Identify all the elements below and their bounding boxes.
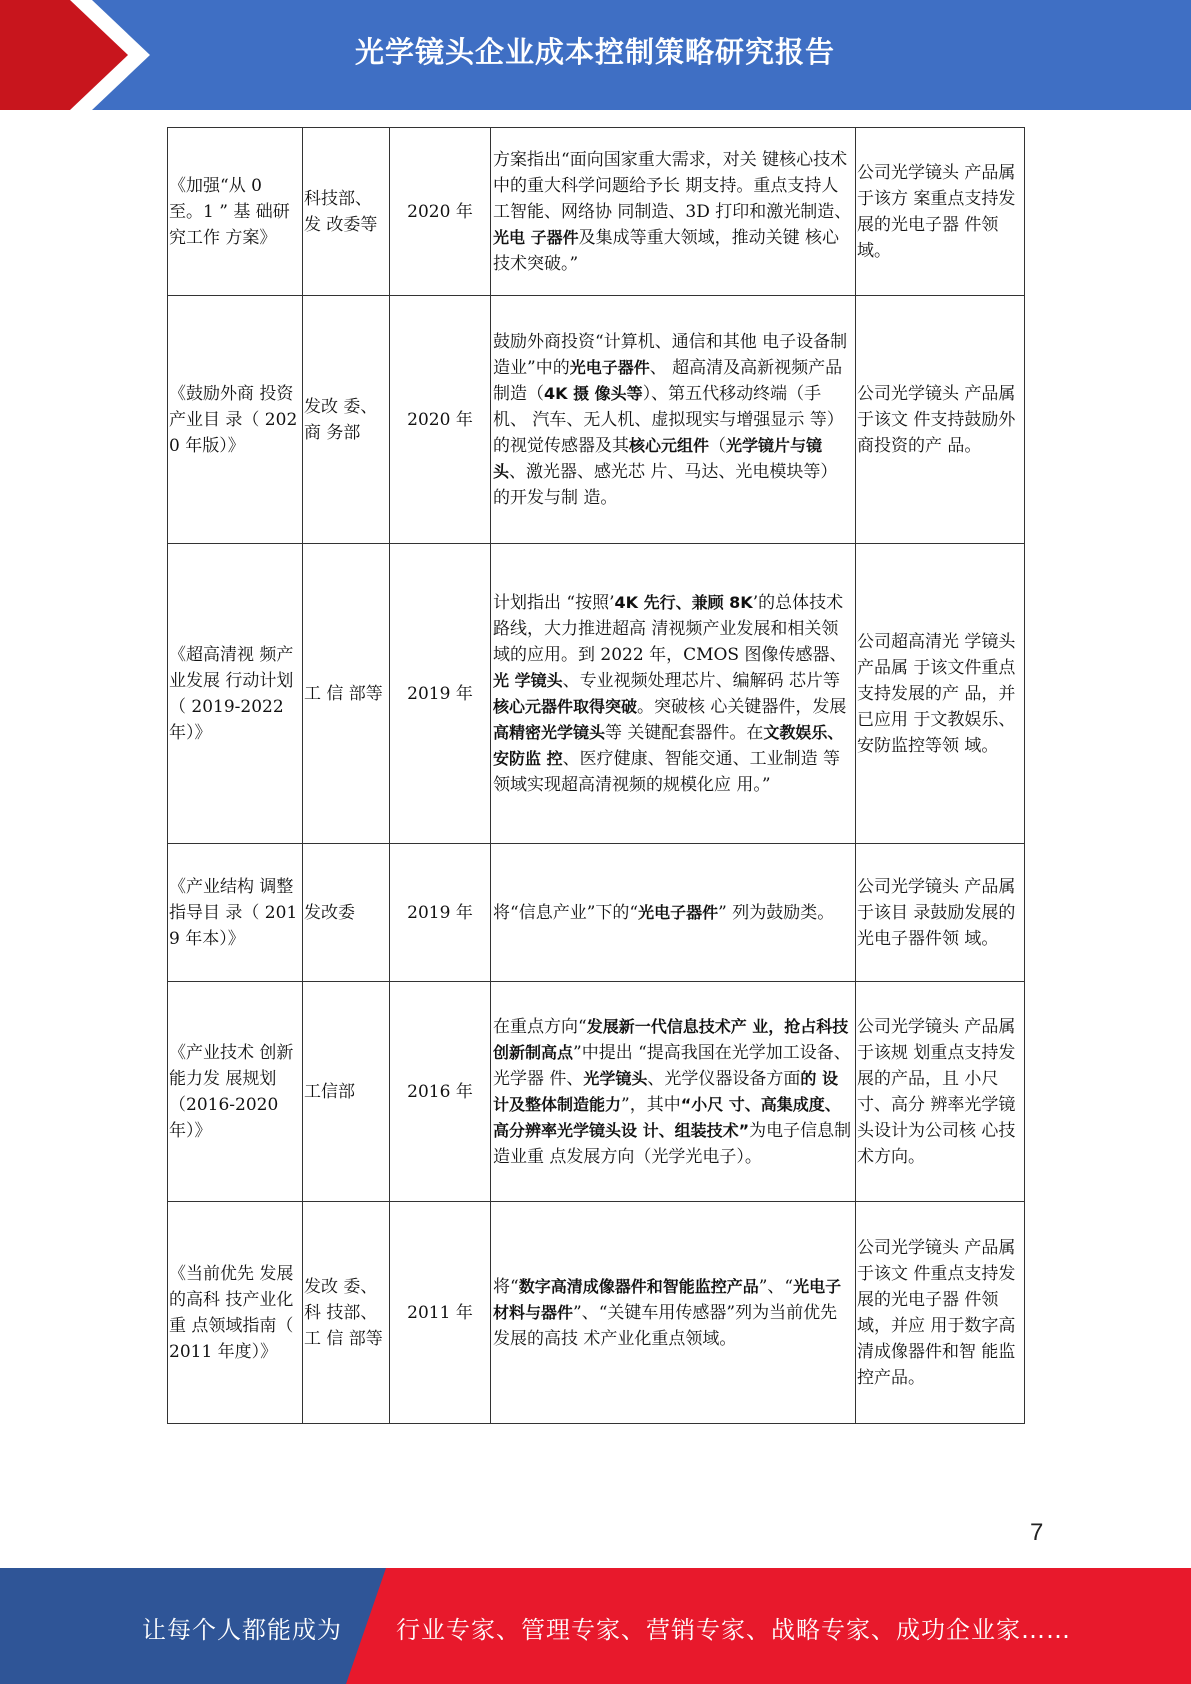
content-text: 鼓励外商投资“计算机、通信和其他 电子设备制造业”中的 xyxy=(493,331,848,378)
issue-year-cell: 2016 年 xyxy=(390,982,491,1202)
relevance-note-cell: 公司光学镜头 产品属于该文 件支持鼓励外 商投资的产 品。 xyxy=(856,296,1025,544)
highlighted-text: 发展新一代信息技术产 业，抢占科技创新制高点 xyxy=(493,1016,849,1062)
highlighted-text: 数字高清成像器件和智能监控产品 xyxy=(518,1276,759,1296)
policy-table xyxy=(167,127,1025,1424)
relevance-note-cell: 公司光学镜头 产品属于该规 划重点支持发 展的产品，且 小尺寸、高分 辨率光学镜头设计为公司核 心技术方向。 xyxy=(856,982,1025,1202)
issuing-dept-cell: 发改委 xyxy=(303,844,390,982)
highlighted-text: 光电子材料与器件 xyxy=(493,1276,842,1322)
page-number: 7 xyxy=(1030,1519,1044,1546)
highlighted-text: 光 学镜头 xyxy=(493,670,563,690)
highlighted-text: 高精密光学镜头 xyxy=(493,722,606,742)
content-text: 、 超高清及高新视频产品制造（ xyxy=(493,357,843,404)
table-row xyxy=(168,296,1025,544)
highlighted-text: 核心元组件 xyxy=(629,435,710,455)
policy-name-cell: 《当前优先 发展的高科 技产业化重 点领域指南（ 2011 年度）》 xyxy=(168,1202,303,1424)
issuing-dept-cell: 工 信 部等 xyxy=(303,544,390,844)
document-title: 光学镜头企业成本控制策略研究报告 xyxy=(354,35,835,69)
content-text: 为电子信息制造业重 点发展方向（光学光电子）。 xyxy=(493,1120,852,1167)
policy-name-cell: 《产业结构 调整指导目 录（ 2019 年本）》 xyxy=(168,844,303,982)
table-row xyxy=(168,128,1025,296)
issue-year-cell: 2011 年 xyxy=(390,1202,491,1424)
issue-year-cell: 2019 年 xyxy=(390,544,491,844)
policy-name-cell: 《加强“从 0 至。1 ” 基 础研究工作 方案》 xyxy=(168,128,303,296)
content-text: 将“信息产业”下的“ xyxy=(493,902,639,923)
footer-banner xyxy=(0,1568,1191,1684)
highlighted-text: 光学镜片与镜头 xyxy=(493,435,823,481)
policy-name-cell: 《鼓励外商 投资产业目 录（ 2020 年版）》 xyxy=(168,296,303,544)
highlighted-text: 4K 先行、兼顾 8K xyxy=(614,592,753,612)
content-text: 、专业视频处理芯片、编解码 芯片等 xyxy=(562,670,840,691)
highlighted-text: 4K 摄 像头等 xyxy=(544,383,643,403)
issuing-dept-cell: 发改 委、科 技部、工 信 部等 xyxy=(303,1202,390,1424)
policy-content-cell xyxy=(491,296,856,544)
policy-name-cell: 《产业技术 创新能力发 展规划（2016-2020年）》 xyxy=(168,982,303,1202)
footer-slogan-right: 行业专家、管理专家、营销专家、战略专家、成功企业家…… xyxy=(396,1616,1071,1644)
content-text: ”，其中 xyxy=(621,1094,681,1115)
header-banner xyxy=(0,0,1191,110)
table-row xyxy=(168,544,1025,844)
policy-table-body xyxy=(168,128,1025,1424)
policy-content-cell xyxy=(491,128,856,296)
content-text: ”、“ xyxy=(758,1276,794,1297)
highlighted-text: 的 设计及整体制造能力 xyxy=(493,1068,838,1114)
issue-year-cell: 2020 年 xyxy=(390,296,491,544)
content-text: ”中提出 “提高我国在光学加工设备、光学器 件、 xyxy=(493,1042,851,1089)
content-text: 、医疗健康、智能交通、工业制造 等领域实现超高清视频的规模化应 用。” xyxy=(493,748,840,795)
highlighted-text: 光电子器件 xyxy=(569,357,650,377)
content-text: ” 列为鼓励类。 xyxy=(718,902,835,923)
policy-name-cell: 《超高清视 频产业发展 行动计划（ 2019-2022年）》 xyxy=(168,544,303,844)
relevance-note-cell: 公司光学镜头 产品属于该文 件重点支持发 展的光电子器 件领域，并应 用于数字高清成像器件和智 能监控产品。 xyxy=(856,1202,1025,1424)
highlighted-text: 光电子器件 xyxy=(638,902,719,922)
policy-content-cell xyxy=(491,544,856,844)
highlighted-text: 光学镜头 xyxy=(583,1068,648,1088)
footer-slogan-left: 让每个人都能成为 xyxy=(142,1616,342,1644)
relevance-note-cell: 公司超高清光 学镜头产品属 于该文件重点 支持发展的产 品，并已应用 于文教娱乐、安防监控等领 域。 xyxy=(856,544,1025,844)
table-row xyxy=(168,844,1025,982)
content-text: ）、第五代移动终端（手机、 汽车、无人机、虚拟现实与增强显示 等）的视觉传感器及其 xyxy=(493,383,844,456)
issue-year-cell: 2020 年 xyxy=(390,128,491,296)
content-text: （ xyxy=(709,435,727,456)
content-text: ’的总体技术路线，大力推进超高 清视频产业发展和相关领域的应用。到 2022 年，CMOS 图像传感器、 xyxy=(493,592,847,665)
policy-content-cell xyxy=(491,982,856,1202)
table-row xyxy=(168,982,1025,1202)
content-text: 计划指出 “按照’ xyxy=(493,592,615,613)
issuing-dept-cell: 科技部、发 改委等 xyxy=(303,128,390,296)
content-text: 等 关键配套器件。在 xyxy=(605,722,764,743)
content-text: 将“ xyxy=(493,1276,519,1297)
relevance-note-cell: 公司光学镜头 产品属于该目 录鼓励发展的 光电子器件领 域。 xyxy=(856,844,1025,982)
content-text: 及集成等重大领域，推动关键 核心技术突破。” xyxy=(493,227,839,274)
issuing-dept-cell: 工信部 xyxy=(303,982,390,1202)
issue-year-cell: 2019 年 xyxy=(390,844,491,982)
table-row xyxy=(168,1202,1025,1424)
relevance-note-cell: 公司光学镜头 产品属于该方 案重点支持发 展的光电子器 件领域。 xyxy=(856,128,1025,296)
policy-content-cell xyxy=(491,1202,856,1424)
content-text: 在重点方向“ xyxy=(493,1016,587,1037)
highlighted-text: “小尺 寸、高集成度、高分辨率光学镜头设 计、组装技术” xyxy=(493,1094,841,1140)
highlighted-text: 文教娱乐、安防监 控 xyxy=(493,722,844,768)
issuing-dept-cell: 发改 委、商 务部 xyxy=(303,296,390,544)
highlighted-text: 核心元器件取得突破 xyxy=(493,696,638,716)
content-text: 方案指出“面向国家重大需求，对关 键核心技术中的重大科学问题给予长 期支持。重点支持人工智能、网络协 同制造、3D 打印和激光制造、 xyxy=(493,149,852,222)
policy-content-cell xyxy=(491,844,856,982)
content-text: ”、“关键车用传感器”列为当前优先发展的高技 术产业化重点领域。 xyxy=(493,1302,838,1349)
highlighted-text: 光电 子器件 xyxy=(493,227,579,247)
content-text: 、激光器、感光芯 片、马达、光电模块等）的开发与制 造。 xyxy=(493,461,838,508)
content-text: 。突破核 心关键器件，发展 xyxy=(637,696,847,717)
content-text: 、光学仪器设备方面 xyxy=(647,1068,801,1089)
